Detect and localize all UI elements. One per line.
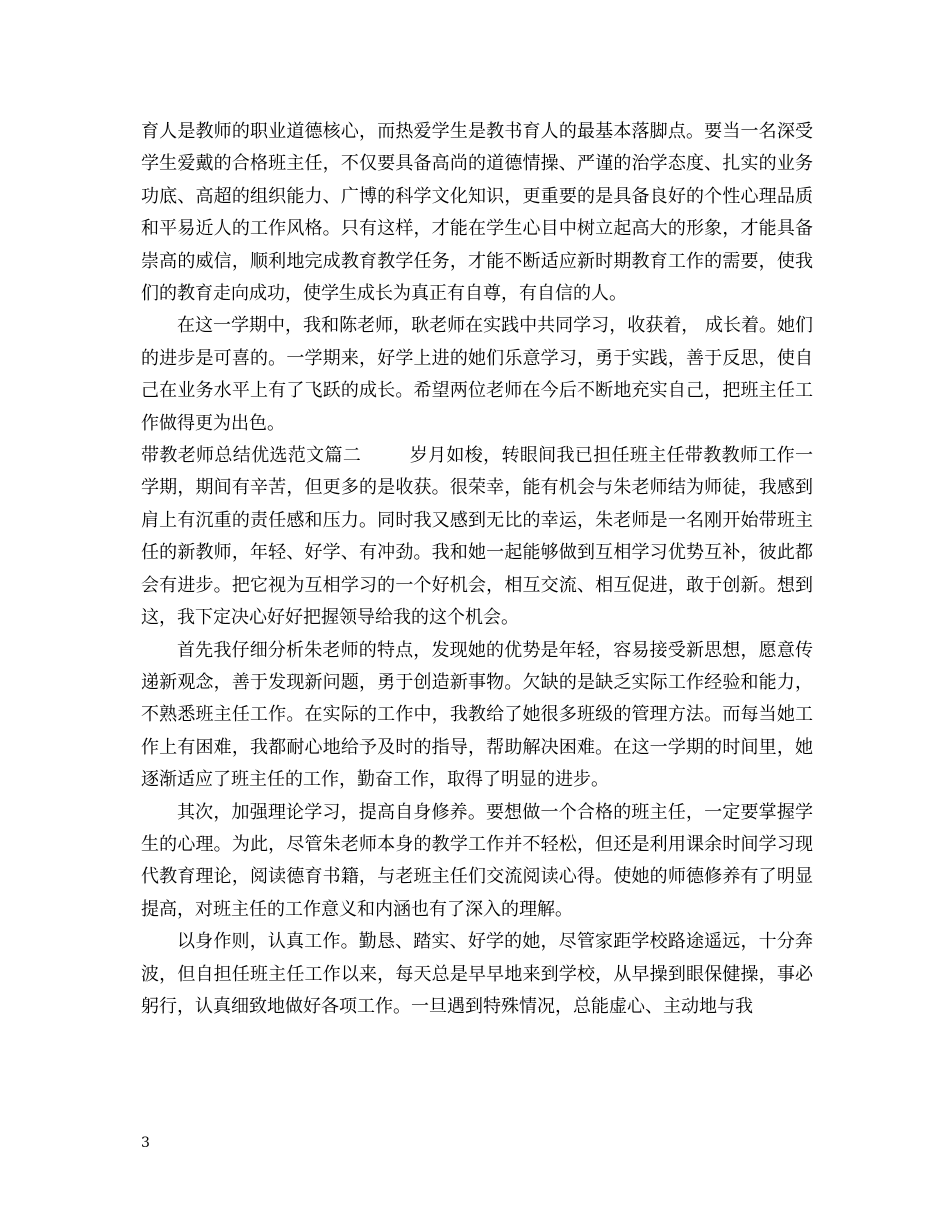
section-heading: 带教老师总结优选范文篇二 <box>141 445 362 467</box>
page-number: 3 <box>141 1135 150 1151</box>
paragraph-3 <box>141 440 813 634</box>
paragraph-4: 首先我仔细分析朱老师的特点，发现她的优势是年轻，容易接受新思想，愿意传递新观念，善于发现新问题，勇于创造新事物。欠缺的是缺乏实际工作经验和能力，不熟悉班主任工作。在实际的工作中，我教给了她很多班级的管理方法。而每当她工作上有困难，我都耐心地给予及时的指导，帮助解决困难。在这一学期的时间里，她逐渐适应了班主任的工作，勤奋工作，取得了明显的进步。 <box>141 639 813 791</box>
document-body <box>141 116 813 1023</box>
paragraph-5: 其次，加强理论学习，提高自身修养。要想做一个合格的班主任，一定要掌握学生的心理。为此，尽管朱老师本身的教学工作并不轻松，但还是利用课余时间学习现代教育理论，阅读德育书籍，与老班主任们交流阅读心得。使她的师德修养有了明显提高，对班主任的工作意义和内涵也有了深入的理解。 <box>141 801 813 920</box>
heading-gap <box>361 445 410 466</box>
paragraph-6: 以身作则，认真工作。勤恳、踏实、好学的她，尽管家距学校路途遥远，十分奔波，但自担任班主任工作以来，每天总是早早地来到学校，从早操到眼保健操，事必躬行，认真细致地做好各项工作。一旦遇到特殊情况，总能虚心、主动地与我 <box>141 931 813 1017</box>
paragraph-1: 育人是教师的职业道德核心，而热爱学生是教书育人的最基本落脚点。要当一名深受学生爱戴的合格班主任，不仅要具备高尚的道德情操、严谨的治学态度、扎实的业务功底、高超的组织能力、广博的科学文化知识，更重要的是具备良好的个性心理品质和平易近人的工作风格。只有这样，才能在学生心目中树立起高大的形象，才能具备崇高的威信，顺利地完成教育教学任务，才能不断适应新时期教育工作的需要，使我们的教育走向成功，使学生成长为真正有自尊，有自信的人。 <box>141 121 813 305</box>
paragraph-2: 在这一学期中，我和陈老师，耿老师在实践中共同学习，收获着， 成长着。她们的进步是可喜的。一学期来，好学上进的她们乐意学习，勇于实践，善于反思，使自己在业务水平上有了飞跃的成长。希望两位老师在今后不断地充实自己，把班主任工作做得更为出色。 <box>141 315 813 434</box>
paragraph-3-text: 岁月如梭，转眼间我已担任班主任带教教师工作一学期，期间有辛苦，但更多的是收获。很荣幸，能有机会与朱老师结为师徒，我感到肩上有沉重的责任感和压力。同时我又感到无比的幸运，朱老师是一名刚开始带班主任的新教师，年轻、好学、有冲劲。我和她一起能够做到互相学习优势互补，彼此都会有进步。把它视为互相学习的一个好机会，相互交流、相互促进，敢于创新。想到这，我下定决心好好把握领导给我的这个机会。 <box>141 445 814 629</box>
